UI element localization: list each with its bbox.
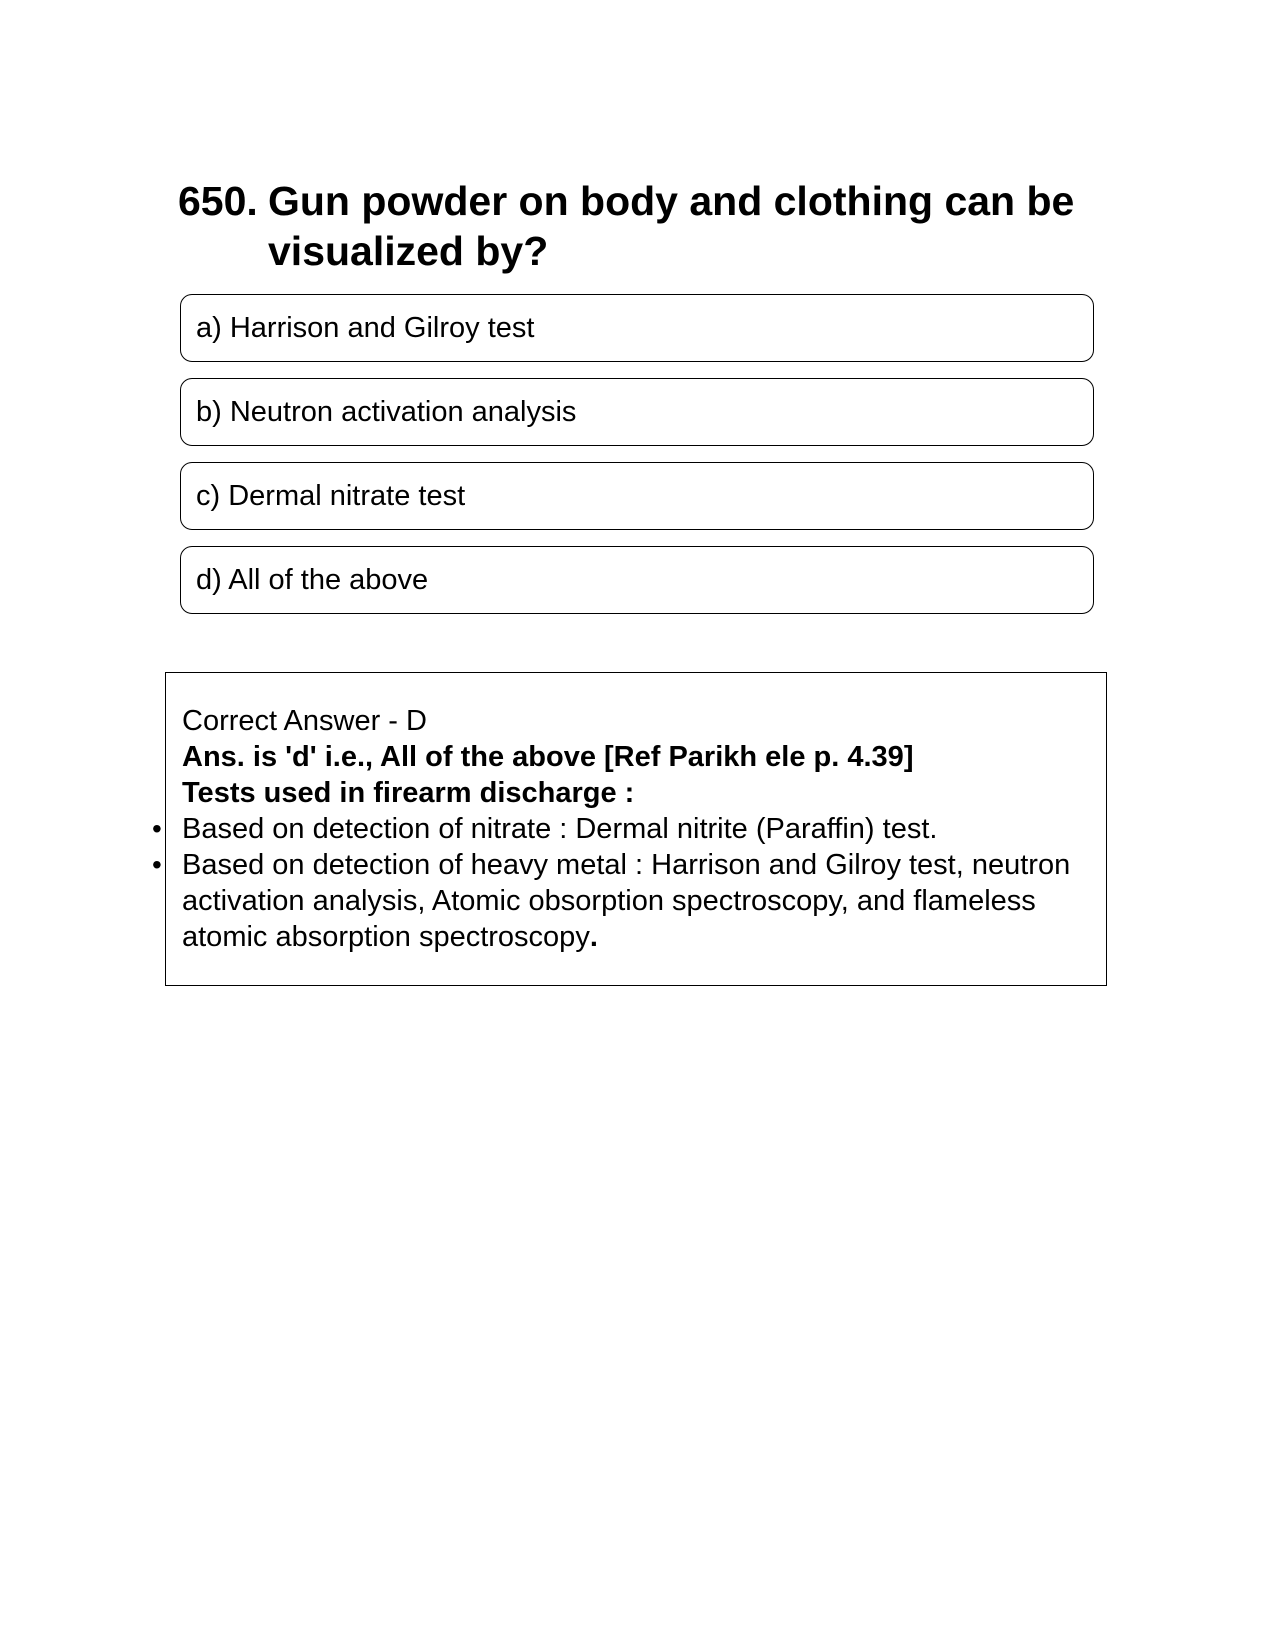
question-text: Gun powder on body and clothing can be visualized by? xyxy=(268,178,1075,274)
question-number: 650. xyxy=(178,178,258,224)
tests-heading: Tests used in firearm discharge : xyxy=(182,777,635,809)
option-b[interactable]: b) Neutron activation analysis xyxy=(180,378,1094,446)
options-list xyxy=(180,294,1094,630)
option-a[interactable]: a) Harrison and Gilroy test xyxy=(180,294,1094,362)
list-item xyxy=(152,811,1091,847)
answer-box xyxy=(152,672,1107,986)
correct-answer: Correct Answer - D xyxy=(182,705,427,737)
option-c[interactable]: c) Dermal nitrate test xyxy=(180,462,1094,530)
list-item-text: Based on detection of nitrate : Dermal nitrite (Paraffin) test. xyxy=(182,813,938,845)
tests-list xyxy=(152,811,1091,955)
final-period: . xyxy=(589,921,598,953)
bullet-icon: • xyxy=(152,849,162,880)
answer-explanation: Ans. is 'd' i.e., All of the above [Ref Parikh ele p. 4.39] xyxy=(182,741,914,773)
bullet-icon: • xyxy=(152,813,162,844)
list-item-text: Based on detection of heavy metal : Harrison and Gilroy test, neutron activation analysis, Atomic obsorption spectroscopy, and flameless atomic absorption spectroscopy xyxy=(182,849,1071,953)
list-item xyxy=(152,847,1091,955)
option-d[interactable]: d) All of the above xyxy=(180,546,1094,614)
question xyxy=(178,176,1108,276)
